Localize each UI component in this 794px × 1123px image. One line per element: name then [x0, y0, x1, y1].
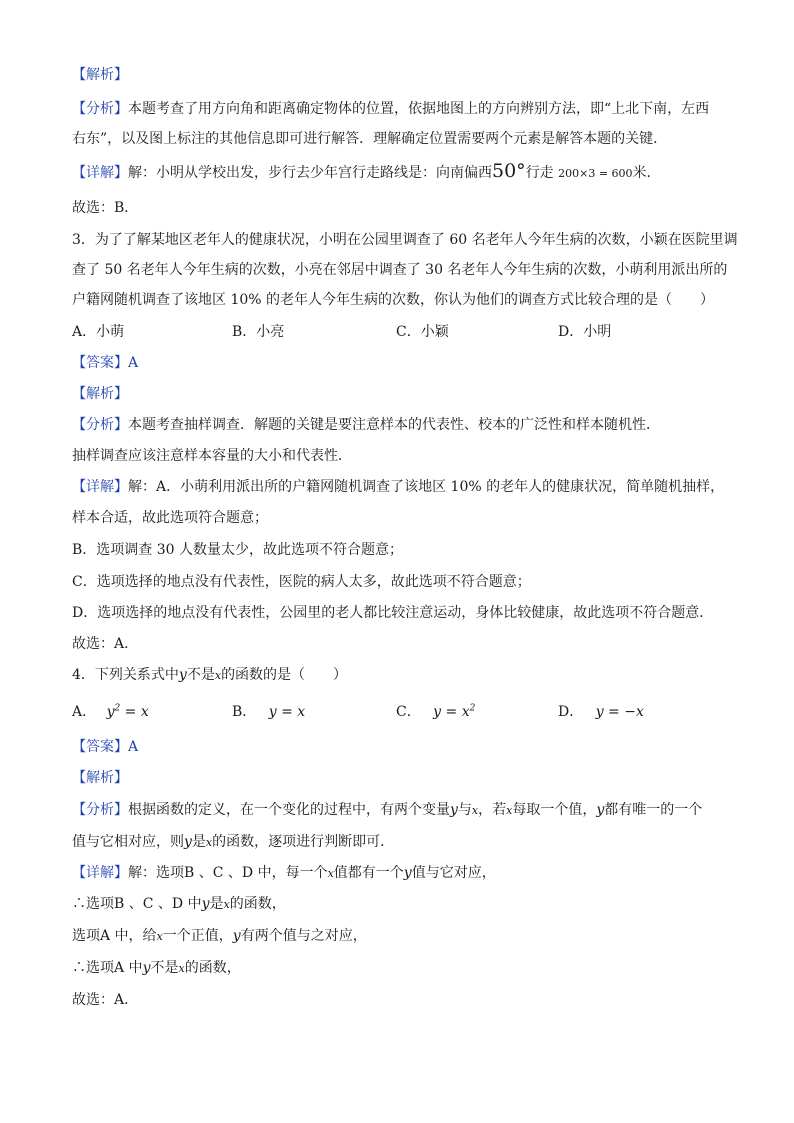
formula-a: $y^2 = x$ — [106, 703, 149, 720]
question-4-detail-line-2: ∴选项B 、C 、D 中y是x的函数， — [72, 896, 286, 912]
detail-text: 一个正值， — [162, 928, 233, 944]
question-3-analysis-line — [72, 415, 660, 435]
formula-d: y = −x — [595, 704, 644, 720]
question-4-answer — [72, 737, 138, 757]
question-3-detail-line-5: D．选项选择的地点没有代表性，公园里的老人都比较注意运动，身体比较健康，故此选项不符合题意． — [72, 605, 714, 621]
analysis-text: 值与它相对应，则 — [72, 834, 184, 850]
detail-text: 解：选项B 、C 、D 中，每一个 — [128, 865, 328, 881]
analysis-text-continued: 右东”，以及图上标注的其他信息即可进行解答．理解确定位置需要两个元素是解答本题的关键． — [72, 131, 668, 147]
option-label: C． — [396, 704, 421, 720]
question-3-detail-line-2: 样本合适，故此选项符合题意； — [72, 510, 268, 526]
option-label: B． — [232, 704, 257, 720]
stem-text: 不是 — [186, 667, 215, 683]
question-4-option-b — [232, 702, 305, 722]
analysis-heading: 【解析】 — [72, 67, 128, 83]
detail-text: 解：小明从学校出发，步行去少年宫行走路线是：向南偏西 — [128, 165, 492, 181]
question-4-choice: 故选：A． — [72, 992, 139, 1008]
option-label: D． — [558, 704, 584, 720]
analysis-text: 与 — [457, 802, 472, 818]
analysis-tag: 【分析】 — [72, 802, 128, 818]
detail-text: 有两个值与之对应， — [240, 928, 367, 944]
question-4-detail-line-1: 【详解】解：选项B 、C 、D 中，每一个x值都有一个y值与它对应， — [72, 865, 496, 881]
question-4-stem — [72, 665, 347, 686]
question-4-option-a — [72, 702, 149, 722]
detail-text: 值都有一个 — [333, 865, 404, 881]
question-3-option-a: A．小萌 — [72, 324, 125, 340]
analysis-text: ，若 — [478, 802, 507, 818]
detail-tag: 【详解】 — [72, 165, 128, 181]
question-3-option-c: C．小颖 — [396, 324, 449, 340]
question-4-detail-line-4: ∴选项A 中y不是x的函数， — [72, 960, 241, 976]
analysis-paragraph-line — [72, 99, 709, 119]
question-4-detail-line-3: 选项A 中，给x一个正值，y有两个值与之对应， — [72, 928, 367, 944]
detail-text: 的函数， — [229, 896, 286, 912]
question-3-stem-line-2: 查了 50 名老年人今年生病的次数，小亮在邻居中调查了 30 名老年人今年生病的次数，小萌利用派出所的 — [72, 262, 728, 278]
analysis-text: 每取一个值， — [512, 802, 597, 818]
question-4-option-c — [396, 702, 475, 722]
answer-tag: 【答案】A — [72, 739, 139, 755]
analysis-text: 本题考查抽样调查．解题的关键是要注意样本的代表性、校本的广泛性和样本随机性． — [128, 417, 660, 433]
question-4-analysis-line-2: 值与它相对应，则y是x的函数，逐项进行判断即可． — [72, 834, 395, 850]
calculation: 200×3 = 600 — [558, 167, 633, 180]
var-y: y — [178, 667, 187, 683]
detail-tag: 【详解】 — [72, 479, 128, 495]
stem-text: 4．下列关系式中 — [72, 667, 179, 683]
question-3-detail-line-4: C．选项选择的地点没有代表性，医院的病人太多，故此选项不符合题意； — [72, 574, 531, 590]
question-3-option-b: B．小亮 — [232, 324, 285, 340]
question-4-analysis-line-1: 【分析】根据函数的定义，在一个变化的过程中，有两个变量y与x，若x每取一个值，y都有唯一的一个 — [72, 802, 703, 818]
detail-text: ∴选项B 、C 、D 中 — [72, 896, 202, 912]
angle-value: 50° — [492, 160, 526, 182]
answer-tag: 【答案】A — [72, 355, 139, 371]
question-4-option-d — [558, 702, 644, 722]
detail-paragraph-line — [72, 161, 661, 184]
formula-b: y = x — [268, 704, 306, 720]
detail-text: 不是 — [150, 960, 179, 976]
question-3-stem-line-3: 户籍网随机调查了该地区 10% 的老年人今年生病的次数，你认为他们的调查方式比较合理的是（ ） — [72, 292, 715, 308]
question-3-detail-line — [72, 477, 724, 497]
detail-text: 选项A 中，给 — [72, 928, 157, 944]
question-3-stem-line-1: 3．为了了解某地区老年人的健康状况，小明在公园里调查了 60 名老年人今年生病的次数，小颖在医院里调 — [72, 232, 738, 248]
detail-text-2: 行走 — [525, 165, 554, 181]
question-3-choice: 故选：A． — [72, 636, 139, 652]
analysis-tag: 【分析】 — [72, 101, 128, 117]
var-x: x — [214, 669, 222, 682]
option-label: A． — [72, 704, 97, 720]
detail-text: ∴选项A 中 — [72, 960, 143, 976]
detail-text: 是 — [209, 896, 224, 912]
analysis-tag: 【分析】 — [72, 417, 128, 433]
answer-choice-line: 故选：B． — [72, 200, 139, 216]
question-3-detail-line-3: B．选项调查 30 人数量太少，故此选项不符合题意； — [72, 542, 404, 558]
stem-text: 的函数的是（ ） — [221, 667, 348, 683]
question-3-analysis-line-2: 抽样调查应该注意样本容量的大小和代表性． — [72, 448, 352, 464]
unit-text: 米． — [632, 165, 661, 181]
analysis-text: 根据函数的定义，在一个变化的过程中，有两个变量 — [128, 802, 450, 818]
question-3-option-d: D．小明 — [558, 324, 612, 340]
analysis-text: 本题考查了用方向角和距离确定物体的位置，依据地图上的方向辨别方法，即“上北下南，左西 — [128, 101, 710, 117]
analysis-text: 是 — [191, 834, 206, 850]
detail-tag: 【详解】 — [72, 865, 128, 881]
detail-text: 值与它对应， — [411, 865, 496, 881]
detail-text: 解：A．小萌利用派出所的户籍网随机调查了该地区 10% 的老年人的健康状况，简单随机抽样， — [128, 479, 725, 495]
question-3-answer — [72, 353, 138, 373]
formula-c: $y = x^2$ — [433, 703, 476, 720]
detail-text: 的函数， — [184, 960, 241, 976]
question-3-analysis-heading: 【解析】 — [72, 386, 128, 402]
analysis-text: 的函数，逐项进行判断即可． — [212, 834, 395, 850]
question-4-analysis-heading: 【解析】 — [72, 770, 128, 786]
analysis-text: 都有唯一的一个 — [604, 802, 703, 818]
